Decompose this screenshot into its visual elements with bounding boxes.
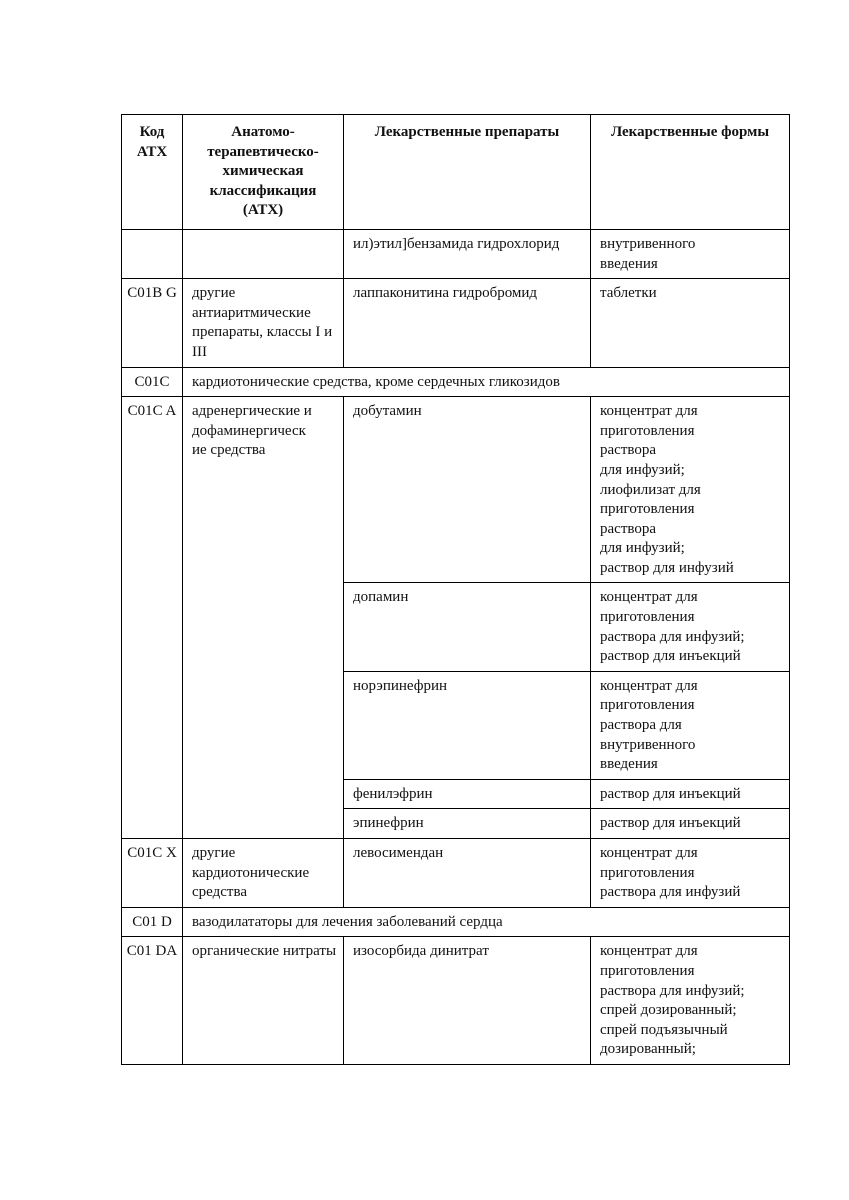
- dosage-form-line: приготовления: [600, 422, 695, 439]
- table-row: [122, 937, 790, 1065]
- drug-name-cell: изосорбида динитрат: [344, 937, 591, 1065]
- dosage-form-line: спрей дозированный;: [600, 1002, 737, 1019]
- dosage-form-line: концентрат для: [600, 677, 698, 694]
- dosage-form-line: раствора для: [600, 717, 682, 734]
- dosage-form-line: концентрат для: [600, 943, 698, 960]
- dosage-form-line: концентрат для: [600, 589, 698, 606]
- dosage-form-line: введения: [600, 255, 658, 272]
- dosage-form-line: приготовления: [600, 697, 695, 714]
- header-classification: Анатомо-терапевтическо-химическая классификация (АТХ): [183, 115, 344, 230]
- dosage-form-line: внутривенного: [600, 736, 696, 753]
- table-row: [122, 229, 790, 278]
- dosage-form-line: приготовления: [600, 962, 695, 979]
- dosage-forms-cell: [591, 779, 790, 809]
- dosage-form-line: раствора: [600, 520, 657, 537]
- dosage-form-line: раствор для инъекций: [600, 648, 741, 665]
- dosage-form-line: приготовления: [600, 501, 695, 518]
- dosage-form-line: лиофилизат для: [600, 481, 701, 498]
- drug-classification-table: [121, 114, 790, 1065]
- classification-cell: [183, 229, 344, 278]
- dosage-forms-cell: [591, 671, 790, 779]
- table-row: [122, 839, 790, 908]
- group-row: [122, 367, 790, 397]
- atc-code-cell: C01B G: [122, 279, 183, 367]
- group-title-cell: кардиотонические средства, кроме сердечных гликозидов: [183, 367, 790, 397]
- classification-cell: другие кардиотонические средства: [183, 839, 344, 908]
- atc-code-cell: C01 D: [122, 907, 183, 937]
- dosage-form-line: приготовления: [600, 609, 695, 626]
- drug-name-cell: ил)этил]бензамида гидрохлорид: [344, 229, 591, 278]
- dosage-form-line: раствор для инъекций: [600, 815, 741, 832]
- dosage-form-line: раствор для инфузий: [600, 559, 734, 576]
- atc-code-cell: [122, 229, 183, 278]
- drug-name-cell: фенилэфрин: [344, 779, 591, 809]
- dosage-forms-cell: [591, 229, 790, 278]
- classification-cell: другие антиаритмические препараты, классы I и III: [183, 279, 344, 367]
- dosage-form-line: концентрат для: [600, 403, 698, 420]
- dosage-forms-cell: [591, 583, 790, 671]
- dosage-form-line: внутривенного: [600, 235, 696, 252]
- dosage-forms-cell: [591, 279, 790, 367]
- classification-line: адренергические и: [192, 403, 312, 420]
- classification-line: ие средства: [192, 442, 266, 459]
- dosage-form-line: дозированный;: [600, 1041, 696, 1058]
- group-row: [122, 907, 790, 937]
- dosage-form-line: раствора для инфузий;: [600, 628, 745, 645]
- drug-name-cell: допамин: [344, 583, 591, 671]
- classification-line: дофаминергическ: [192, 422, 306, 439]
- dosage-forms-cell: [591, 839, 790, 908]
- drug-name-cell: норэпинефрин: [344, 671, 591, 779]
- group-title-cell: вазодилататоры для лечения заболеваний сердца: [183, 907, 790, 937]
- dosage-form-line: раствор для инъекций: [600, 785, 741, 802]
- atc-code-cell: C01C A: [122, 397, 183, 839]
- dosage-form-line: для инфузий;: [600, 540, 685, 557]
- dosage-form-line: приготовления: [600, 864, 695, 881]
- dosage-form-line: раствора: [600, 442, 657, 459]
- table-header-row: [122, 115, 790, 230]
- atc-code-cell: C01 DA: [122, 937, 183, 1065]
- dosage-forms-cell: [591, 937, 790, 1065]
- dosage-form-line: введения: [600, 756, 658, 773]
- drug-name-cell: эпинефрин: [344, 809, 591, 839]
- table-row: [122, 397, 790, 583]
- drug-name-cell: левосимендан: [344, 839, 591, 908]
- dosage-form-line: для инфузий;: [600, 461, 685, 478]
- header-forms: Лекарственные формы: [591, 115, 790, 230]
- classification-cell: органические нитраты: [183, 937, 344, 1065]
- header-drugs: Лекарственные препараты: [344, 115, 591, 230]
- dosage-form-line: спрей подъязычный: [600, 1021, 728, 1038]
- dosage-forms-cell: [591, 397, 790, 583]
- atc-code-cell: C01C X: [122, 839, 183, 908]
- header-code: Код АТХ: [122, 115, 183, 230]
- dosage-form-line: концентрат для: [600, 845, 698, 861]
- drug-name-cell: лаппаконитина гидробромид: [344, 279, 591, 367]
- atc-code-cell: C01C: [122, 367, 183, 397]
- drug-name-cell: добутамин: [344, 397, 591, 583]
- table-row: [122, 279, 790, 367]
- dosage-form-line: таблетки: [600, 285, 657, 302]
- dosage-form-line: раствора для инфузий;: [600, 982, 745, 999]
- dosage-forms-cell: [591, 809, 790, 839]
- dosage-form-line: раствора для инфузий: [600, 884, 741, 901]
- classification-cell: [183, 397, 344, 839]
